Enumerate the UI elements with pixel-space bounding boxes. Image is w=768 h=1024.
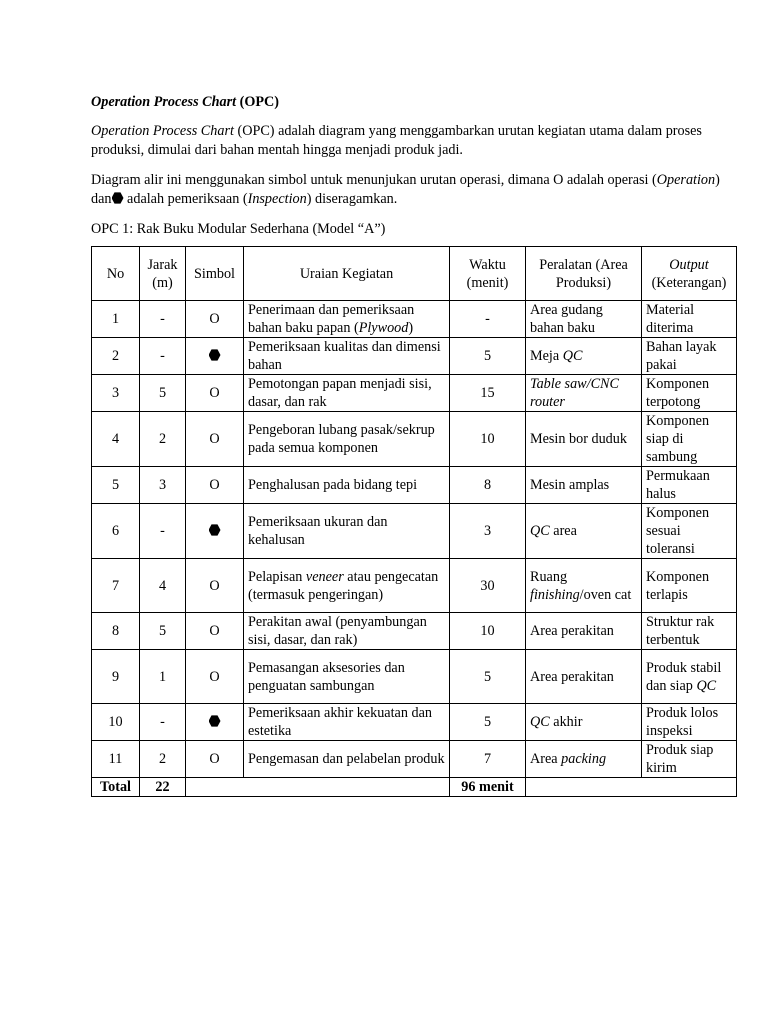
- table-row: [92, 613, 737, 650]
- row-alat: Area gudang bahan baku: [526, 301, 642, 338]
- total-empty-right: [526, 778, 737, 797]
- row-uraian-c: atau pengecatan (termasuk pengeringan): [248, 568, 439, 603]
- table-row: [92, 467, 737, 504]
- row-simbol: O: [186, 559, 244, 613]
- symbol-paragraph: [91, 171, 737, 209]
- row-alat-c: /oven cat: [579, 586, 632, 603]
- table-row: [92, 301, 737, 338]
- row-output: Komponen terlapis: [642, 559, 737, 613]
- row-uraian: Pemeriksaan akhir kekuatan dan estetika: [244, 704, 450, 741]
- row-output-a: Produk stabil dan siap: [646, 659, 722, 694]
- row-alat: Mesin amplas: [526, 467, 642, 504]
- row-alat-b: finishing: [530, 586, 580, 603]
- row-alat: [526, 704, 642, 741]
- row-uraian-a: Pelapisan: [248, 568, 306, 585]
- inspection-hexagon-icon: [112, 192, 124, 204]
- row-uraian-b: Plywood: [358, 320, 409, 336]
- intro-paragraph: [91, 122, 737, 160]
- row-simbol: O: [186, 301, 244, 338]
- row-jarak: 4: [140, 559, 186, 613]
- header-output-italic: Output: [669, 256, 709, 273]
- row-waktu: 5: [450, 338, 526, 375]
- row-waktu: 10: [450, 412, 526, 467]
- symbol-text-6: ) diseragamkan.: [306, 191, 398, 207]
- symbol-text-inspection: Inspection: [247, 191, 307, 207]
- inspection-hexagon-icon: [209, 349, 221, 361]
- row-simbol: [186, 504, 244, 559]
- row-no: 10: [92, 704, 140, 741]
- row-jarak: 5: [140, 375, 186, 412]
- row-jarak: 5: [140, 613, 186, 650]
- row-waktu: 3: [450, 504, 526, 559]
- total-waktu: 96 menit: [450, 778, 526, 797]
- inspection-hexagon-icon: [209, 524, 221, 536]
- row-jarak: -: [140, 301, 186, 338]
- table-row: [92, 375, 737, 412]
- row-alat: [526, 504, 642, 559]
- header-simbol: Simbol: [186, 247, 244, 301]
- symbol-text-3: ) dan: [91, 172, 720, 207]
- row-waktu: 5: [450, 650, 526, 704]
- row-uraian: [244, 301, 450, 338]
- row-jarak: -: [140, 504, 186, 559]
- row-no: 5: [92, 467, 140, 504]
- row-no: 6: [92, 504, 140, 559]
- row-simbol: O: [186, 412, 244, 467]
- row-uraian: Perakitan awal (penyambungan sisi, dasar, dan rak): [244, 613, 450, 650]
- row-no: 11: [92, 741, 140, 778]
- row-alat-b: QC: [562, 348, 583, 364]
- row-uraian: Pemeriksaan kualitas dan dimensi bahan: [244, 338, 450, 375]
- document-page: [91, 93, 737, 797]
- header-no: No: [92, 247, 140, 301]
- row-jarak: 3: [140, 467, 186, 504]
- row-output: Material diterima: [642, 301, 737, 338]
- row-output: Produk siap kirim: [642, 741, 737, 778]
- row-alat-b: akhir: [549, 714, 583, 730]
- inspection-hexagon-icon: [209, 715, 221, 727]
- row-uraian: Pemotongan papan menjadi sisi, dasar, dan rak: [244, 375, 450, 412]
- table-row: [92, 338, 737, 375]
- row-alat: Area perakitan: [526, 613, 642, 650]
- row-simbol: O: [186, 375, 244, 412]
- row-uraian: Pemeriksaan ukuran dan kehalusan: [244, 504, 450, 559]
- row-no: 9: [92, 650, 140, 704]
- table-total-row: [92, 778, 737, 797]
- row-uraian: Pemasangan aksesories dan penguatan sambungan: [244, 650, 450, 704]
- row-waktu: 5: [450, 704, 526, 741]
- row-no: 7: [92, 559, 140, 613]
- row-waktu: 8: [450, 467, 526, 504]
- row-alat: [526, 338, 642, 375]
- row-jarak: -: [140, 338, 186, 375]
- row-uraian: [244, 559, 450, 613]
- header-output: [642, 247, 737, 301]
- row-simbol: [186, 338, 244, 375]
- row-output: Komponen terpotong: [642, 375, 737, 412]
- symbol-text-4: adalah pemeriksaan (: [123, 191, 248, 207]
- section-heading: [91, 93, 737, 111]
- row-uraian-a: Penerimaan dan pemeriksaan bahan baku papan (: [248, 302, 415, 336]
- row-simbol: O: [186, 613, 244, 650]
- row-jarak: 2: [140, 741, 186, 778]
- row-alat-b: packing: [561, 751, 607, 767]
- row-alat-a: QC: [530, 523, 550, 539]
- row-jarak: -: [140, 704, 186, 741]
- table-row: [92, 412, 737, 467]
- row-output: Produk lolos inspeksi: [642, 704, 737, 741]
- table-row: [92, 741, 737, 778]
- table-row: [92, 504, 737, 559]
- row-no: 1: [92, 301, 140, 338]
- total-empty: [186, 778, 450, 797]
- header-jarak: Jarak (m): [140, 247, 186, 301]
- row-alat: [526, 741, 642, 778]
- row-alat: Mesin bor duduk: [526, 412, 642, 467]
- row-waktu: 7: [450, 741, 526, 778]
- intro-italic: Operation Process Chart: [91, 123, 234, 139]
- row-output: [642, 650, 737, 704]
- row-alat: [526, 559, 642, 613]
- row-uraian: Penghalusan pada bidang tepi: [244, 467, 450, 504]
- table-row: [92, 559, 737, 613]
- row-output: Struktur rak terbentuk: [642, 613, 737, 650]
- header-waktu: Waktu (menit): [450, 247, 526, 301]
- row-no: 8: [92, 613, 140, 650]
- row-alat: Table saw/CNC router: [526, 375, 642, 412]
- row-alat-b: area: [549, 523, 577, 539]
- row-waktu: 30: [450, 559, 526, 613]
- row-alat: Area perakitan: [526, 650, 642, 704]
- total-label: Total: [92, 778, 140, 797]
- row-output: Bahan layak pakai: [642, 338, 737, 375]
- row-waktu: 10: [450, 613, 526, 650]
- row-alat-a: Meja: [530, 348, 563, 364]
- table-caption: OPC 1: Rak Buku Modular Sederhana (Model “A”): [91, 221, 386, 237]
- row-output-b: QC: [696, 677, 717, 694]
- row-uraian-b: veneer: [305, 568, 344, 585]
- row-uraian-c: ): [408, 320, 414, 336]
- symbol-text-operation: Operation: [656, 172, 716, 188]
- header-output-rest: (Keterangan): [651, 274, 727, 291]
- total-jarak: 22: [140, 778, 186, 797]
- row-output: Permukaan halus: [642, 467, 737, 504]
- row-alat-a: Area: [530, 751, 562, 767]
- header-uraian: Uraian Kegiatan: [244, 247, 450, 301]
- row-uraian: Pengeboran lubang pasak/sekrup pada semua komponen: [244, 412, 450, 467]
- row-uraian: Pengemasan dan pelabelan produk: [244, 741, 450, 778]
- heading-rest: (OPC): [236, 94, 279, 110]
- row-output: Komponen sesuai toleransi: [642, 504, 737, 559]
- row-no: 2: [92, 338, 140, 375]
- row-simbol: O: [186, 741, 244, 778]
- row-alat-a: QC: [530, 714, 550, 730]
- table-row: [92, 650, 737, 704]
- row-simbol: O: [186, 650, 244, 704]
- row-waktu: 15: [450, 375, 526, 412]
- row-jarak: 2: [140, 412, 186, 467]
- row-jarak: 1: [140, 650, 186, 704]
- intro-rest: (OPC) adalah diagram yang menggambarkan urutan kegiatan utama dalam proses produksi, dimulai dari bahan mentah hingga menjadi produk jadi.: [91, 123, 702, 158]
- row-simbol: O: [186, 467, 244, 504]
- table-header-row: [92, 247, 737, 301]
- table-row: [92, 704, 737, 741]
- row-waktu: -: [450, 301, 526, 338]
- heading-italic: Operation Process Chart: [91, 94, 237, 110]
- row-no: 3: [92, 375, 140, 412]
- row-alat-a: Ruang: [530, 568, 568, 585]
- row-no: 4: [92, 412, 140, 467]
- row-output: Komponen siap di sambung: [642, 412, 737, 467]
- symbol-text-1: Diagram alir ini menggunakan simbol untuk menunjukan urutan operasi, dimana O adalah operasi (: [91, 172, 657, 188]
- opc-table: [91, 246, 737, 797]
- header-peralatan: Peralatan (Area Produksi): [526, 247, 642, 301]
- row-simbol: [186, 704, 244, 741]
